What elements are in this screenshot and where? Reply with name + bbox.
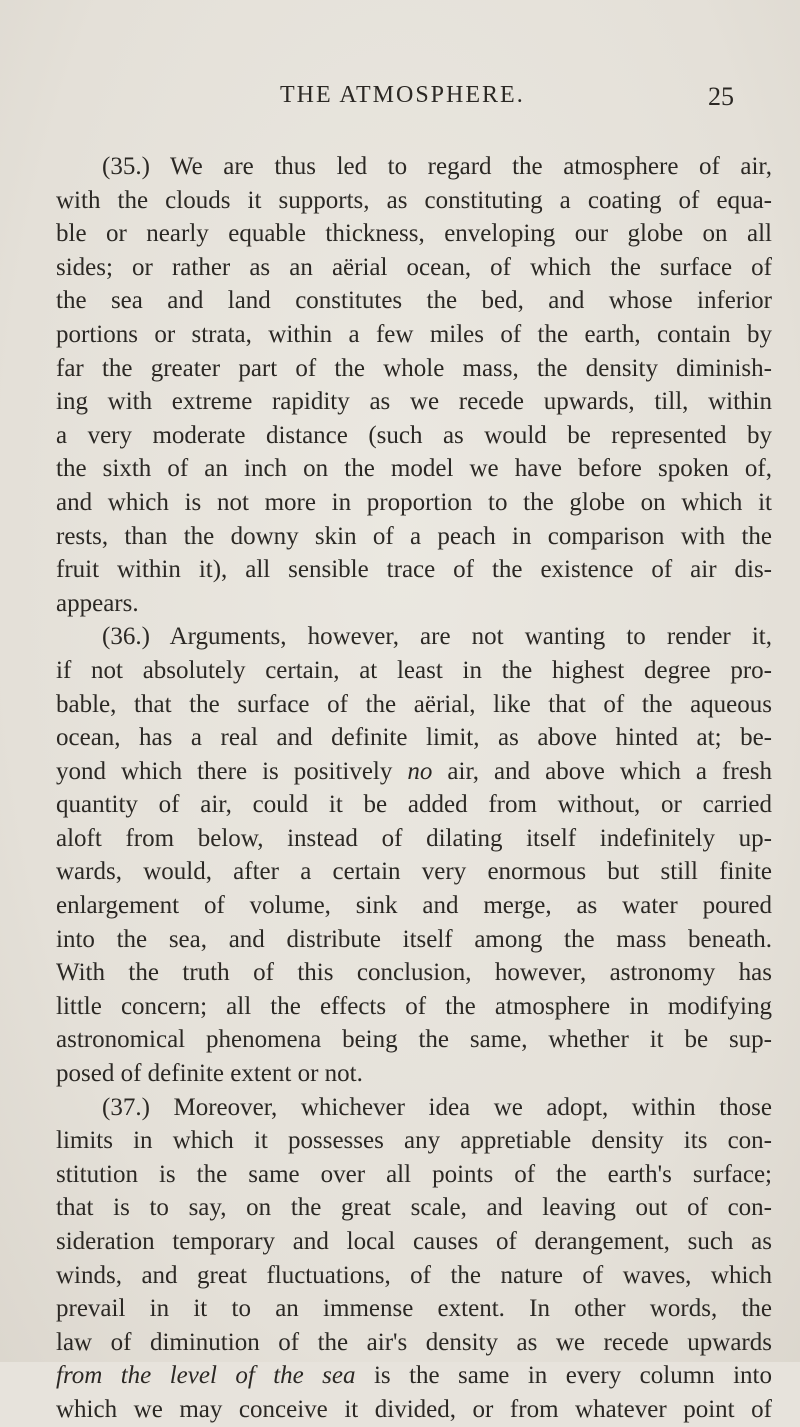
italic-emphasis: no [407, 757, 433, 785]
text-line: ocean, has a real and definite limit, as above hinted at; be- [56, 724, 772, 752]
text-line [56, 755, 772, 789]
text-line: law of diminution of the air's density as we recede upwards [56, 1328, 772, 1356]
text-line: if not absolutely certain, at least in the highest degree pro- [56, 656, 772, 684]
text-line: appears. [56, 589, 139, 617]
text-line: little concern; all the effects of the atmosphere in modifying [56, 992, 772, 1020]
text-line: bable, that the surface of the aërial, like that of the aqueous [56, 690, 772, 718]
text-line: into the sea, and distribute itself among the mass beneath. [56, 925, 772, 953]
text-line: sideration temporary and local causes of derangement, such as [56, 1228, 772, 1255]
italic-emphasis: from the level of the sea [56, 1362, 356, 1390]
text-line: enlargement of volume, sink and merge, as water poured [56, 892, 772, 920]
page-number: 25 [708, 82, 734, 111]
text-line: portions or strata, within a few miles of the earth, contain by [56, 320, 772, 348]
text-line: stitution is the same over all points of the earth's surface; [56, 1160, 772, 1188]
running-head [0, 82, 800, 118]
text-line: astronomical phenomena being the same, whether it be sup- [56, 1026, 772, 1054]
text-line: winds, and great fluctuations, of the nature of waves, which [56, 1261, 772, 1289]
text-line: rests, than the downy skin of a peach in comparison with the [56, 522, 772, 550]
body-text [56, 150, 772, 1427]
text-line: the sixth of an inch on the model we have before spoken of, [56, 455, 772, 483]
text-line: fruit within it), all sensible trace of the existence of air dis- [56, 556, 772, 584]
text-line: quantity of air, could it be added from without, or carried [56, 791, 772, 819]
text-line: prevail in it to an immense extent. In other words, the [56, 1295, 772, 1323]
text-line: a very moderate distance (such as would be represented by [56, 421, 772, 449]
text-line: (35.) We are thus led to regard the atmosphere of air, [102, 153, 772, 180]
text-line: posed of definite extent or not. [56, 1060, 363, 1088]
text-line: sides; or rather as an aërial ocean, of which the surface of [56, 253, 772, 281]
text-segment: yond which there is positively [56, 757, 393, 785]
text-line: With the truth of this conclusion, however, astronomy has [56, 959, 772, 987]
text-line: (37.) Moreover, whichever idea we adopt, within those [102, 1093, 772, 1121]
text-segment: air, and above which a fresh [447, 757, 773, 785]
text-line: ble or nearly equable thickness, enveloping our globe on all [56, 220, 772, 248]
text-line: the sea and land constitutes the bed, and whose inferior [56, 287, 772, 315]
text-line: which we may conceive it divided, or from whatever point of [56, 1395, 772, 1423]
text-line: aloft from below, instead of dilating itself indefinitely up- [56, 824, 772, 852]
text-line [56, 1359, 772, 1393]
text-line: far the greater part of the whole mass, the density diminish- [56, 354, 772, 382]
text-line: wards, would, after a certain very enormous but still finite [56, 858, 772, 886]
text-line: (36.) Arguments, however, are not wanting to render it, [102, 623, 772, 651]
text-line: ing with extreme rapidity as we recede upwards, till, within [56, 388, 772, 416]
text-line: and which is not more in proportion to the globe on which it [56, 488, 772, 516]
text-line: with the clouds it supports, as constituting a coating of equa- [56, 186, 772, 214]
text-line: limits in which it possesses any appretiable density its con- [56, 1127, 772, 1155]
text-segment: is the same in every column into [373, 1362, 772, 1390]
running-title: THE ATMOSPHERE. [280, 82, 525, 108]
text-line: that is to say, on the great scale, and leaving out of con- [56, 1194, 772, 1222]
